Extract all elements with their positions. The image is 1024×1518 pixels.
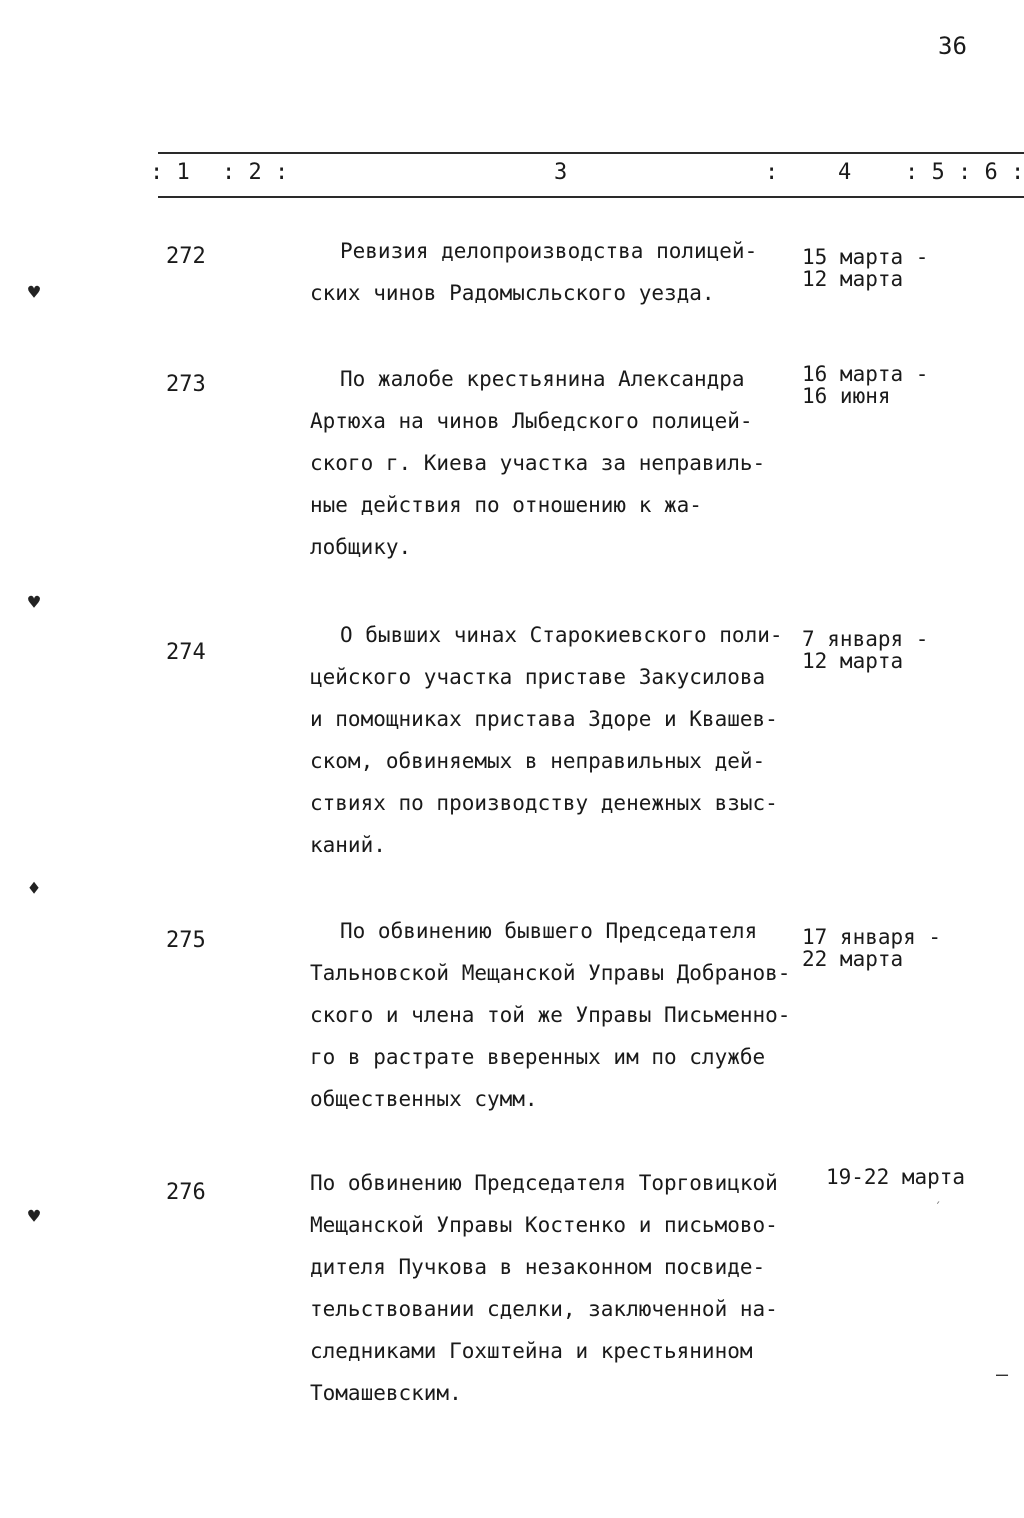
- record-line: Тальновской Мещанской Управы Добранов-: [310, 961, 791, 985]
- date-to: 12 марта: [802, 267, 904, 291]
- date-from: 15 марта -: [802, 245, 929, 269]
- record-line: По жалобе крестьянина Александра: [340, 367, 745, 391]
- record-dates: [826, 1166, 965, 1188]
- record-line: О бывших чинах Старокиевского поли-: [340, 623, 783, 647]
- record-line: ные действия по отношению к жа-: [310, 493, 702, 517]
- record-number: 276: [166, 1180, 206, 1205]
- record-dates: [802, 926, 941, 970]
- record-line: Ревизия делопроизводства полицей-: [340, 239, 758, 263]
- column-header-2: : 2 :: [222, 160, 289, 185]
- date-to: 16 июня: [802, 384, 891, 408]
- date-from: 7 января -: [802, 627, 929, 651]
- record-line: ского г. Киева участка за неправиль-: [310, 451, 766, 475]
- record-line: По обвинению Председателя Торговицкой: [310, 1171, 778, 1195]
- record-line: ствиях по производству денежных взыс-: [310, 791, 778, 815]
- record-line: следниками Гохштейна и крестьянином: [310, 1339, 753, 1363]
- record-description: [310, 614, 810, 866]
- record-description: [310, 230, 810, 314]
- header-top-rule: [158, 152, 1024, 154]
- record-line: дителя Пучкова в незаконном посвиде-: [310, 1255, 766, 1279]
- column-header-5-6: : 5 : 6 :: [905, 160, 1024, 185]
- header-bottom-rule: [158, 196, 1024, 198]
- record-line: общественных сумм.: [310, 1087, 538, 1111]
- record-line: и помощниках пристава Здоре и Квашев-: [310, 707, 778, 731]
- record-dates: [802, 246, 928, 290]
- record-line: По обвинению бывшего Председателя: [340, 919, 758, 943]
- record-line: Томашевским.: [310, 1381, 462, 1405]
- record-line: тельствовании сделки, заключенной на-: [310, 1297, 778, 1321]
- record-number: 273: [166, 372, 206, 397]
- date-from: 17 января -: [802, 925, 942, 949]
- binding-mark-icon: ♥: [28, 1204, 41, 1228]
- date-from: 16 марта -: [802, 362, 929, 386]
- pen-stroke-icon: ′: [934, 1200, 943, 1216]
- record-line: ских чинов Радомысльского уезда.: [310, 281, 715, 305]
- record-dates: [802, 628, 928, 672]
- record-line: цейского участка приставе Закусилова: [310, 665, 766, 689]
- record-line: ском, обвиняемых в неправильных дей-: [310, 749, 766, 773]
- record-number: 272: [166, 244, 206, 269]
- column-header-separator: :: [765, 160, 779, 185]
- column-header-4: 4: [838, 160, 852, 185]
- record-dates: [802, 363, 928, 407]
- date-to: 22 марта: [802, 947, 904, 971]
- record-description: [310, 1162, 810, 1414]
- record-line: Мещанской Управы Костенко и письмово-: [310, 1213, 778, 1237]
- column-header-3: 3: [554, 160, 568, 185]
- record-number: 275: [166, 928, 206, 953]
- date-to: 12 марта: [802, 649, 904, 673]
- date-range: 19-22 марта: [826, 1165, 966, 1189]
- record-line: го в растрате вверенных им по службе: [310, 1045, 766, 1069]
- column-header-1: : 1: [150, 160, 190, 185]
- record-line: лобщику.: [310, 535, 412, 559]
- record-line: каний.: [310, 833, 386, 857]
- page-number: 36: [938, 32, 967, 60]
- pen-stroke-icon: —: [996, 1362, 1009, 1386]
- record-number: 274: [166, 640, 206, 665]
- binding-mark-icon: ♥: [28, 280, 41, 304]
- binding-mark-icon: ♦: [28, 876, 41, 900]
- record-line: Артюха на чинов Лыбедского полицей-: [310, 409, 753, 433]
- record-description: [310, 910, 810, 1120]
- record-line: ского и члена той же Управы Письменно-: [310, 1003, 791, 1027]
- binding-mark-icon: ♥: [28, 590, 41, 614]
- record-description: [310, 358, 810, 568]
